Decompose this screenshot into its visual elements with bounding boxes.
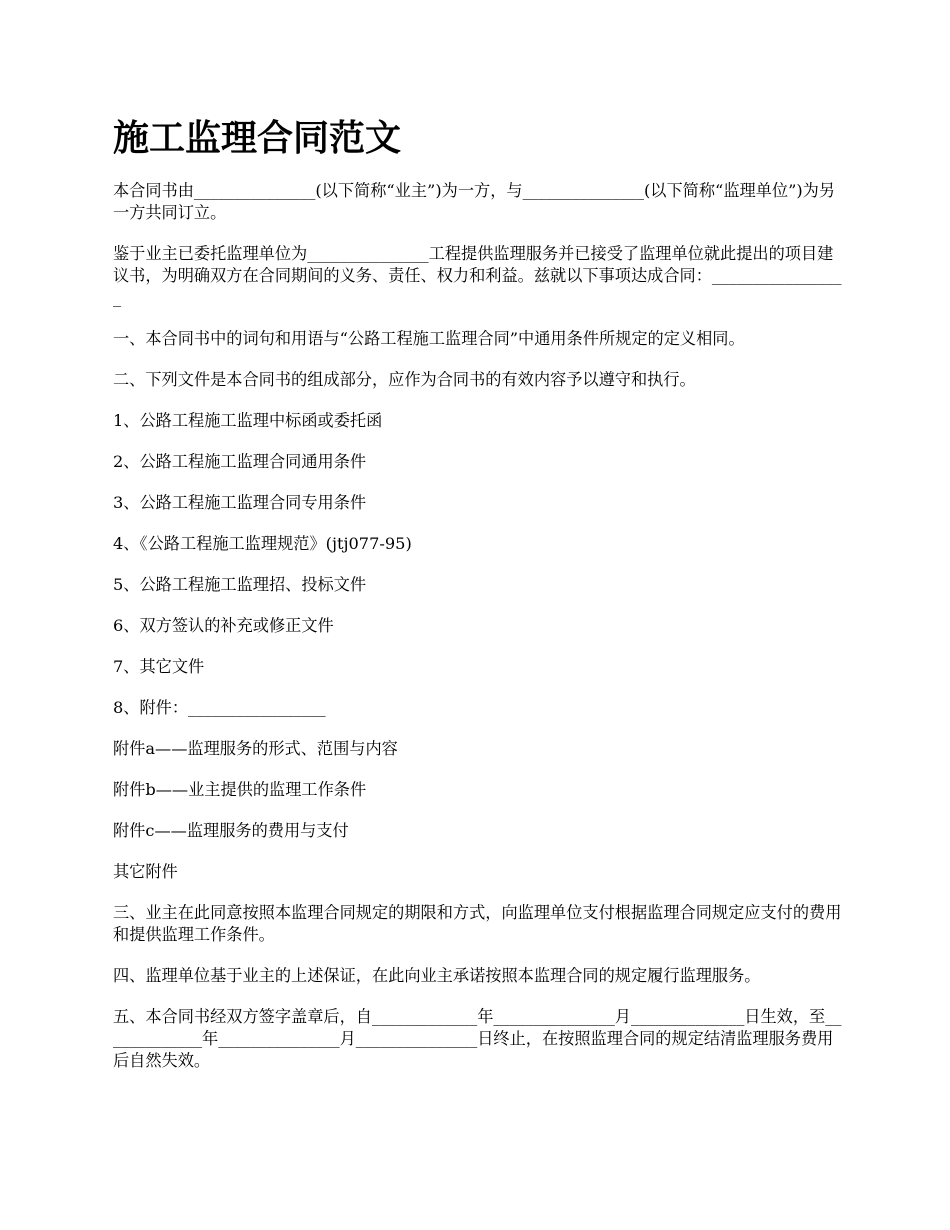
annex-b: 附件b——业主提供的监理工作条件: [113, 780, 367, 799]
document-item-4: 4、《公路工程施工监理规范》(jtj077-95): [113, 534, 412, 553]
clause-4: 四、监理单位基于业主的上述保证，在此向业主承诺按照本监理合同的规定履行监理服务。: [113, 966, 761, 985]
document-title: 施工监理合同范文: [113, 117, 402, 159]
clause-3: 三、业主在此同意按照本监理合同规定的期限和方式，向监理单位支付根据监理合同规定应支付的费用和提供监理工作条件。: [113, 903, 842, 944]
clause-1: 一、本合同书中的词句和用语与“公路工程施工监理合同”中通用条件所规定的定义相同。: [113, 329, 745, 348]
annex-c: 附件c——监理服务的费用与支付: [113, 821, 349, 840]
document-item-6: 6、双方签认的补充或修正文件: [113, 616, 334, 635]
clause-5: 五、本合同书经双方签字盖章后，自_____________年_______________月______________日生效，至_____________年_______________月_______________日终止，在按照监理合同的规定结清监理服务费用后自然失效。: [113, 1007, 842, 1070]
clause-2: 二、下列文件是本合同书的组成部分，应作为合同书的有效内容予以遵守和执行。: [113, 370, 696, 389]
document-item-8: 8、附件：_________________: [113, 698, 326, 717]
document-item-1: 1、公路工程施工监理中标函或委托函: [113, 411, 383, 430]
paragraph-parties: 本合同书由_______________(以下简称“业主”)为一方，与_______________(以下简称“监理单位”)为另一方共同订立。: [113, 181, 836, 222]
paragraph-preamble: 鉴于业主已委托监理单位为_______________工程提供监理服务并已接受了监理单位就此提出的项目建议书，为明确双方在合同期间的义务、责任、权力和利益。兹就以下事项达成合同：_________________: [113, 244, 842, 307]
document-item-2: 2、公路工程施工监理合同通用条件: [113, 452, 367, 471]
annex-other: 其它附件: [113, 862, 178, 881]
document-item-7: 7、其它文件: [113, 657, 205, 676]
document-item-5: 5、公路工程施工监理招、投标文件: [113, 575, 367, 594]
document-item-3: 3、公路工程施工监理合同专用条件: [113, 493, 367, 512]
annex-a: 附件a——监理服务的形式、范围与内容: [113, 739, 398, 758]
document-page: [113, 112, 845, 1072]
